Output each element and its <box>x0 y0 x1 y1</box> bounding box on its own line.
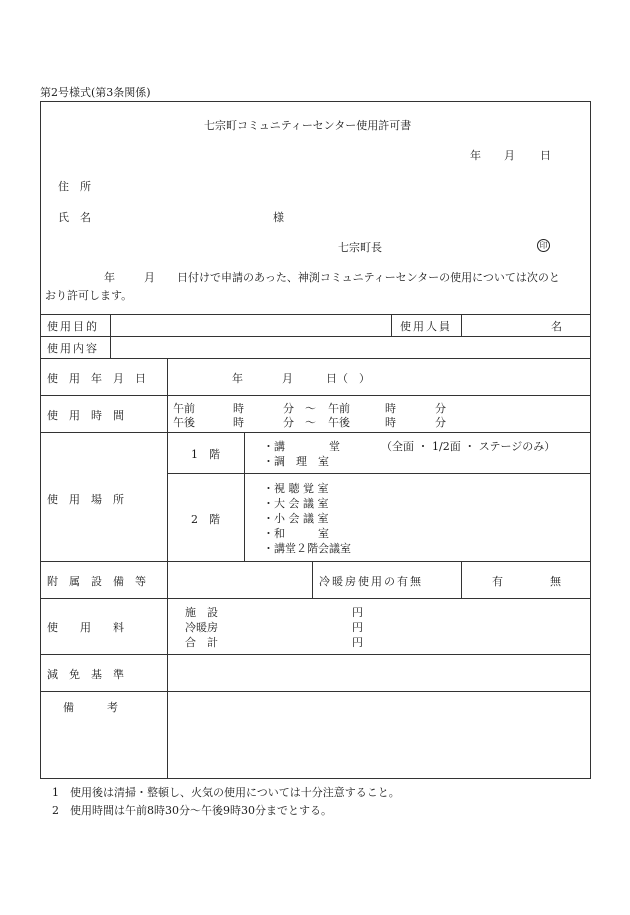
date-year: 年 <box>470 149 481 162</box>
aircon-yes: 有 <box>492 575 503 588</box>
form-title: 七宗町コミュニティーセンター使用許可書 <box>204 119 412 132</box>
floor1-label: 1 階 <box>191 448 220 461</box>
time-hour-2: 時 <box>385 402 396 415</box>
equipment-label: 附 属 設 備 等 <box>47 575 146 588</box>
seal-icon: 印 <box>537 239 550 252</box>
fee-label: 使 用 料 <box>47 621 124 634</box>
time-am-start: 午前 <box>173 402 195 415</box>
fee-total: 合 計 <box>185 636 218 649</box>
time-pm-end: 午後 <box>328 416 350 429</box>
permission-month: 月 <box>144 271 155 284</box>
use-date-day: 日（ ） <box>326 372 370 385</box>
permission-text-line2: おり許可します。 <box>45 289 133 302</box>
fee-facility-unit: 円 <box>352 606 363 619</box>
fee-total-unit: 円 <box>352 636 363 649</box>
time-pm-start: 午後 <box>173 416 195 429</box>
time-minute-2: 分 <box>435 402 446 415</box>
aircon-no: 無 <box>550 575 561 588</box>
fee-aircon: 冷暖房 <box>185 621 218 634</box>
time-minute-3: 分 <box>283 416 294 429</box>
floor2-label: 2 階 <box>191 513 220 526</box>
time-minute-4: 分 <box>435 416 446 429</box>
date-month: 月 <box>504 149 515 162</box>
people-label: 使用人員 <box>400 320 452 333</box>
aircon-label: 冷暖房使用の有無 <box>319 575 423 588</box>
issuer: 七宗町長 <box>338 241 382 254</box>
room-large-meeting: ・大 会 議 室 <box>263 497 329 510</box>
sama-label: 様 <box>273 211 284 224</box>
hall-options: （全面 ・ 1/2面 ・ ステージのみ） <box>381 440 556 453</box>
name-label: 氏 名 <box>58 211 91 224</box>
reduction-label: 減 免 基 準 <box>47 668 124 681</box>
form-number: 第2号様式(第3条関係) <box>40 86 151 99</box>
room-av: ・視 聴 覚 室 <box>263 482 329 495</box>
room-japanese: ・和 室 <box>263 527 329 540</box>
note-1: 1 使用後は清掃・整頓し、火気の使用については十分注意すること。 <box>52 786 400 799</box>
content-label: 使用内容 <box>47 342 99 355</box>
time-am-end: 午前 <box>328 402 350 415</box>
time-tilde-2: ～ <box>305 416 316 429</box>
time-hour-4: 時 <box>385 416 396 429</box>
fee-facility: 施 設 <box>185 606 218 619</box>
permission-year: 年 <box>104 271 115 284</box>
time-minute-1: 分 <box>283 402 294 415</box>
permission-text-line1: 日付けで申請のあった、神渕コミュニティーセンターの使用については次のと <box>177 271 560 284</box>
use-time-label: 使 用 時 間 <box>47 409 124 422</box>
fee-aircon-unit: 円 <box>352 621 363 634</box>
remarks-label: 備 考 <box>63 701 118 714</box>
room-hall-2f: ・講堂２階会議室 <box>263 542 351 555</box>
purpose-label: 使用目的 <box>47 320 99 333</box>
people-unit: 名 <box>551 320 562 333</box>
date-day: 日 <box>540 149 551 162</box>
room-kitchen: ・調 理 室 <box>263 455 329 468</box>
room-small-meeting: ・小 会 議 室 <box>263 512 329 525</box>
use-place-label: 使 用 場 所 <box>47 493 124 506</box>
time-hour-1: 時 <box>233 402 244 415</box>
use-date-label: 使 用 年 月 日 <box>47 372 146 385</box>
room-hall: ・講 堂 <box>263 440 340 453</box>
use-date-year: 年 <box>232 372 243 385</box>
address-label: 住 所 <box>58 180 91 193</box>
time-hour-3: 時 <box>233 416 244 429</box>
use-date-month: 月 <box>282 372 293 385</box>
time-tilde-1: ～ <box>305 402 316 415</box>
note-2: 2 使用時間は午前8時30分～午後9時30分までとする。 <box>52 804 332 817</box>
